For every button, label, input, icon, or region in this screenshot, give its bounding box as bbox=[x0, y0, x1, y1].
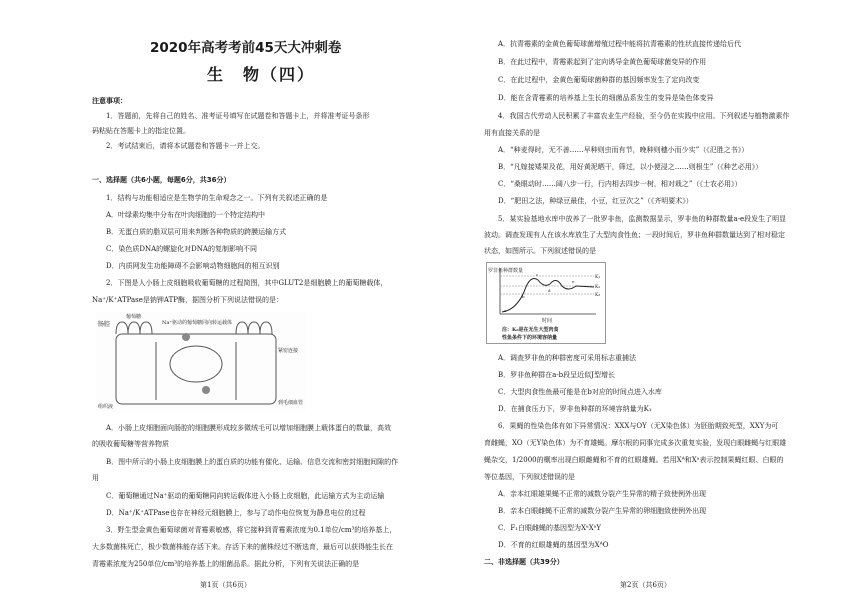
q2-option-b-2: 用 bbox=[92, 474, 99, 482]
graph-point-b: b bbox=[522, 294, 525, 299]
q2-option-d: D．Na⁺/K⁺ATPase也存在神经元细胞膜上，参与了动作电位恢复为静息电位的过程 bbox=[106, 509, 366, 517]
q5-population-graph bbox=[486, 262, 606, 344]
fig-label-blood: 到毛细血管 bbox=[278, 400, 304, 406]
graph-point-c: c bbox=[536, 272, 539, 277]
q6-stem-1: 6．果蝇的性染色体有如下异常情况：XXX与OY（无X染色体）为胚胎期致死型，XXY为可 bbox=[498, 422, 779, 430]
fig-label-junction: 紧密连接 bbox=[278, 348, 299, 354]
graph-k2: K₂ bbox=[595, 285, 601, 290]
q2-stem-1: 2．下图是人小肠上皮细胞吸收葡萄糖的过程简图，其中GLUT2是细胞膜上的葡萄糖载体， bbox=[106, 279, 388, 287]
q5-stem-3: 状态，如图所示。下列叙述错误的是 bbox=[484, 247, 596, 255]
q1-option-a: A．叶绿素均集中分布在叶肉细胞的一个特定结构中 bbox=[106, 211, 266, 219]
graph-xlabel: 时间 bbox=[542, 318, 553, 324]
q2-stem-2: Na⁺/K⁺ATPase是钠钾ATP酶，据图分析下列说法错误的是： bbox=[92, 296, 283, 304]
q6-option-c: C．F₁白眼雌蝇的基因型为XᵃXᵃY bbox=[498, 524, 602, 532]
q3-stem-3: 青霉素浓度为250单位/cm³的培养基上的细菌品系。据此分析，下列有关说法正确的是 bbox=[92, 560, 360, 568]
q3-stem-2: 大多数菌株死亡，极少数菌株能存活下来。存活下来的菌株经过不断选育，最后可以获得能生长在 bbox=[92, 543, 393, 551]
q5-option-c: C．大型肉食性鱼最可能是在b对应的时间点进入水库 bbox=[498, 388, 662, 396]
q4-option-d: D．“肥田之法，种绿豆最佳，小豆，红豆次之”（《齐明要术》） bbox=[498, 197, 693, 205]
q2-option-a-2: 的吸收葡萄糖等营养物质 bbox=[92, 440, 169, 448]
subject-title: 生 物（四） bbox=[207, 65, 316, 84]
graph-k3: K₃ bbox=[595, 293, 601, 298]
section1-heading: 一、选择题（共6小题，每题6分，共36分） bbox=[92, 176, 231, 184]
q6-stem-4: 等位基因，下列叙述错误的是 bbox=[484, 473, 575, 481]
q6-stem-2: 育雌蝇，XO（无Y染色体）为不育雄蝇。摩尔根的同事完成多次重复实验，发现白眼雌蝇与红眼雄 bbox=[484, 439, 787, 447]
q2-cell-figure bbox=[96, 312, 306, 412]
page-right bbox=[430, 0, 860, 608]
graph-note-1: 注：K₀是在无生大型肉食 bbox=[502, 327, 559, 333]
q5-stem-1: 5．某实验基地水库中放养了一批罗非鱼，监测数据显示，罗非鱼的种群数量a-e段发生了明显 bbox=[498, 215, 787, 223]
q4-option-c: C．“桑眼动时……阔八步一行，行内相去四步一树，相对栽之”（《士农必用》） bbox=[498, 180, 742, 188]
q3-option-c: C．在此过程中，金黄色葡萄球菌种群的基因频率发生了定向改变 bbox=[498, 76, 700, 84]
q5-option-a: A．调查罗非鱼的种群密度可采用标志重捕法 bbox=[498, 354, 637, 362]
q5-stem-2: 波动。调查发现有人在该水库放生了大型肉食性鱼；一段时间后，罗非鱼种群数量达到了相对稳定 bbox=[484, 231, 785, 239]
q3-option-d: D．能在含青霉素的培养基上生长的细菌品系发生的变异是染色体变异 bbox=[498, 94, 714, 102]
page-number-left: 第1页（共6页） bbox=[200, 581, 251, 589]
q3-option-b: B．在此过程中，青霉素起到了定向诱导金黄色葡萄球菌变异的作用 bbox=[498, 58, 707, 66]
graph-ylabel: 罗非鱼种群数量 bbox=[488, 268, 524, 274]
notice-line-1: 1．答题前，先将自己的姓名、准考证号填写在试题卷和答题卡上，并将准考证号条形 bbox=[106, 112, 370, 120]
q6-option-d: D．不育的红眼雄蝇的基因型为XᴬO bbox=[498, 541, 609, 549]
graph-note-2: 性鱼条件下的环境容纳量 bbox=[502, 335, 558, 341]
q1-stem: 1．结构与功能相适应是生物学的生命观念之一。下列有关叙述正确的是 bbox=[106, 194, 328, 202]
notice-line-3: 2．考试结束后，请将本试题卷和答题卡一并上交。 bbox=[106, 142, 265, 150]
q3-stem-1: 3．野生型金黄色葡萄球菌对青霉素敏感，将它接种到青霉素浓度为0.1单位/cm³的培养基上， bbox=[106, 526, 397, 534]
graph-k1: K₁ bbox=[595, 275, 601, 280]
section2-heading: 二、非选择题（共39分） bbox=[484, 558, 564, 566]
fig-label-tissue: 组织液 bbox=[98, 404, 114, 410]
q2-option-b-1: B．图中所示的小肠上皮细胞膜上的蛋白质的功能有催化、运输、信息交流和密封细胞间隙的作 bbox=[106, 458, 399, 466]
fig-label-glucose: 葡萄糖 bbox=[126, 314, 142, 320]
q5-option-b: B．罗非鱼种群在a-b段呈近似J型增长 bbox=[498, 371, 615, 379]
q6-option-b: B．亲本白眼雌蝇不正常的减数分裂产生异常的卵细胞致使例外出现 bbox=[498, 507, 707, 515]
fig-label-lumen: 肠腔 bbox=[98, 321, 111, 328]
q2-option-a-1: A．小肠上皮细胞面向肠腔的细胞膜形成较多微绒毛可以增加细胞膜上载体蛋白的数量，高效 bbox=[106, 424, 392, 432]
q1-option-c: C．染色质DNA的螺旋化对DNA的复制影响不同 bbox=[106, 245, 257, 253]
notice-heading: 注意事项： bbox=[92, 97, 127, 105]
q1-option-b: B．无蛋白质的脂双层可用来判断各种物质的跨膜运输方式 bbox=[106, 228, 287, 236]
graph-point-e: e bbox=[572, 279, 575, 284]
graph-point-d: d bbox=[548, 288, 551, 293]
q4-option-b: B．“凡嫁接矮果及花，用好黄泥晒干，筛过，以小便浸之……则根生”（《种艺必用》） bbox=[498, 163, 763, 171]
q6-stem-3: 蝇杂交，1/2000的概率出现白眼雌蝇和不育的红眼雄蝇。若用Xᴬ和Xᵃ表示控制果蝇红眼、白眼的 bbox=[484, 456, 784, 464]
q4-stem-1: 4．我国古代劳动人民积累了丰富农业生产经验，至今仍在实践中应用。下列叙述与植物激素作 bbox=[498, 112, 790, 120]
q1-option-d: D．内质网发生功能障碍不会影响动物细胞间的相互识别 bbox=[106, 262, 280, 270]
notice-line-2: 码粘贴在答题卡上的指定位置。 bbox=[92, 127, 190, 135]
graph-point-a: a bbox=[504, 308, 507, 313]
q6-option-a: A．亲本红眼雄果蝇不正常的减数分裂产生异常的精子致使例外出现 bbox=[498, 490, 707, 498]
q5-option-d: D．在捕食压力下，罗非鱼种群的环境容纳量为K₁ bbox=[498, 405, 652, 413]
fig-label-symport: Na⁺驱动的葡萄糖同向转运载体 bbox=[162, 320, 232, 326]
exam-title: 2020年高考考前45天大冲刺卷 bbox=[150, 40, 342, 56]
q2-option-c: C．葡萄糖通过Na⁺驱动的葡萄糖同向转运载体进入小肠上皮细胞，此运输方式为主动运输 bbox=[106, 492, 385, 500]
q4-option-a: A．“种麦得时，无不善……早种则虫而有节，晚种则穗小而少实”（《氾胜之书》） bbox=[498, 146, 749, 154]
q4-stem-2: 用有直接关系的是 bbox=[484, 129, 540, 137]
q3-option-a: A．抗青霉素的金黄色葡萄球菌增殖过程中能将抗青霉素的性状直接传递给后代 bbox=[498, 40, 742, 48]
page-number-right: 第2页（共6页） bbox=[620, 581, 671, 589]
